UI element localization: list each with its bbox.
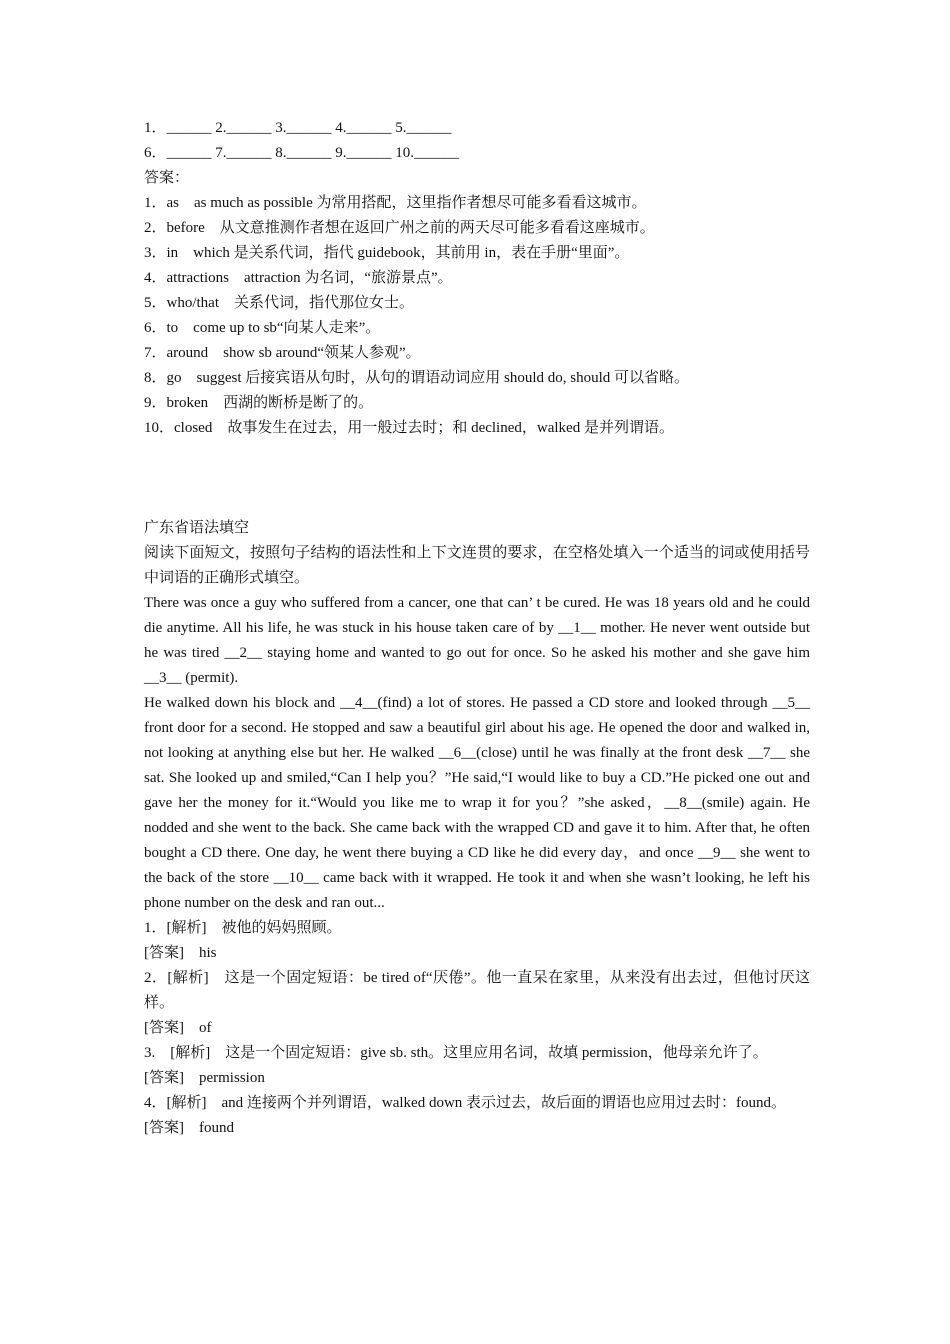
explanation-analysis: 2．[解析] 这是一个固定短语：be tired of“厌倦”。他一直呆在家里，从来没有出去过，但他讨厌这样。 [144,970,810,1011]
answer-item: 3．in which 是关系代词，指代 guidebook，其前用 in，表在手册“里面”。 [144,245,630,261]
answer-item: 1．as as much as possible 为常用搭配，这里指作者想尽可能多看看这城市。 [144,195,647,211]
section-spacer [144,441,810,516]
explanation-analysis: 1．[解析] 被他的妈妈照顾。 [144,920,342,936]
blanks-line-2: 6．______ 7.______ 8.______ 9.______ 10.______ [144,145,460,161]
explanation-answer: [答案] permission [144,1070,265,1086]
answer-heading: 答案： [144,170,190,186]
answer-item: 8．go suggest 后接宾语从句时，从句的谓语动词应用 should do, should 可以省略。 [144,370,690,386]
instruction-text: 阅读下面短文，按照句子结构的语法性和上下文连贯的要求，在空格处填入一个适当的词或使用括号中词语的正确形式填空。 [144,545,810,586]
explanation-answer: [答案] his [144,945,217,961]
answer-item: 4．attractions attraction 为名词，“旅游景点”。 [144,270,453,286]
explanation-analysis: 4．[解析] and 连接两个并列谓语，walked down 表示过去，故后面的谓语也应用过去时：found。 [144,1095,787,1111]
explanation-answer: [答案] of [144,1020,212,1036]
answer-item: 7．around show sb around“领某人参观”。 [144,345,421,361]
answer-item: 6．to come up to sb“向某人走来”。 [144,320,381,336]
answer-item: 9．broken 西湖的断桥是断了的。 [144,395,374,411]
passage-paragraph-1: There was once a guy who suffered from a cancer, one that can’ t be cured. He was 18 years old and he could die anytime. All his life, he was stuck in his house taken care of by __1__ mother. He never went outside but he was tired __2__ staying home and wanted to go out for once. So he asked his mother and she gave him __3__ (permit). [144,595,810,686]
explanation-analysis: 3. [解析] 这是一个固定短语：give sb. sth。这里应用名词，故填 permission，他母亲允许了。 [144,1045,768,1061]
explanation-answer: [答案] found [144,1120,234,1136]
answer-item: 5．who/that 关系代词，指代那位女士。 [144,295,414,311]
document-page [144,116,810,1141]
answer-item: 2．before 从文意推测作者想在返回广州之前的两天尽可能多看看这座城市。 [144,220,655,236]
section-title: 广东省语法填空 [144,520,250,536]
blanks-line-1: 1．______ 2.______ 3.______ 4.______ 5.______ [144,120,452,136]
passage-paragraph-2: He walked down his block and __4__(find) a lot of stores. He passed a CD store and looked through __5__ front door for a second. He stopped and saw a beautiful girl about his age. He opened the door and walked in, not looking at anything else but her. He walked __6__(close) until he was finally at the front desk __7__ she sat. She looked up and smiled,“Can I help you？”He said,“I would like to buy a CD.”He picked one out and gave her the money for it.“Would you like me to wrap it for you？”she asked，__8__(smile) again. He nodded and she went to the back. She came back with the wrapped CD and gave it to him. After that, he often bought a CD there. One day, he went there buying a CD like he did every day，and once __9__ she went to the back of the store __10__ came back with it wrapped. He took it and when she wasn’t looking, he left his phone number on the desk and ran out... [144,695,810,911]
answer-item: 10．closed 故事发生在过去，用一般过去时；和 declined，walked 是并列谓语。 [144,420,674,436]
